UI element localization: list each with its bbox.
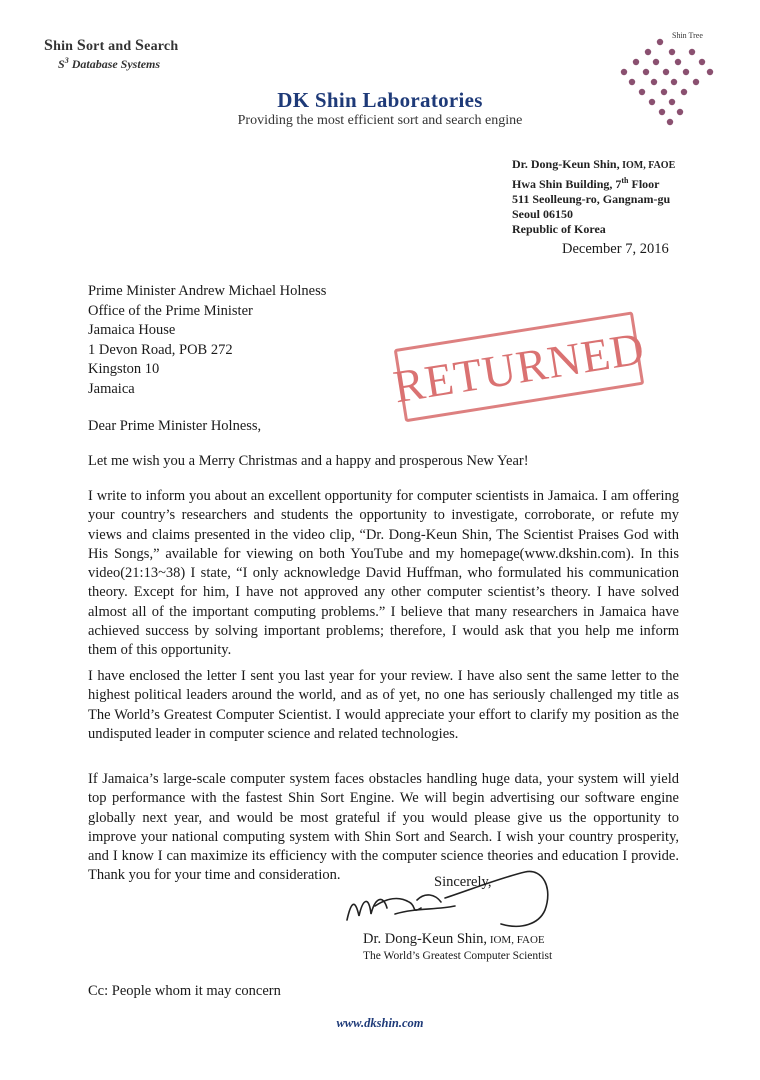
sender-name: Dr. Dong-Keun Shin, [512,157,620,171]
stamp-text: RETURNED [389,321,649,412]
signer-honors: IOM, FAOE [487,934,545,946]
brand-sub-text: Database Systems [68,57,161,71]
paragraph-offer: If Jamaica’s large-scale computer system faces obstacles handling huge data, your system will yield top performance with the fastest Shin Sort Engine. We will begin advertising our software engine globally next year, and would be most grateful if you would please give us the opportunity to improve your national computing system with Shin Sort and Search. I wish your country prosperity, and I know I can maximize its efficiency with the computer science theories and education I provide. Thank you for your time and consideration. [88,771,679,884]
returned-stamp [389,312,649,423]
signer-title: The World’s Greatest Computer Scientist [363,950,553,962]
lab-tagline-text: Providing the most efficient sort and search engine [237,113,523,128]
footer-link[interactable]: www.dkshin.com [336,1016,424,1030]
tree-dots [621,39,713,125]
brand-word: ort and [85,39,136,54]
recipient-city: Kingston 10 [88,361,160,377]
closing: Sincerely, [434,874,492,890]
brand-sub-s: S [58,57,65,71]
salutation: Dear Prime Minister Holness, [88,418,262,434]
brand-initial: S [44,37,54,54]
handwritten-signature [325,858,575,938]
sender-city: Seoul 06150 [512,207,574,221]
tree-label: Shin Tree [672,31,703,40]
paragraph-greeting: Let me wish you a Merry Christmas and a happy and prosperous New Year! [88,453,529,469]
shin-tree-logo [610,28,730,133]
sender-country: Republic of Korea [512,222,606,236]
sender-street: 511 Seolleung-ro, Gangnam-gu [512,192,671,206]
sender-building-line [512,173,675,192]
stamp-border [389,311,649,422]
brand-word: hin [53,39,77,54]
brand-block [44,37,178,72]
signer-name: Dr. Dong-Keun Shin, [363,931,488,947]
brand-initial: S [135,37,145,54]
brand-initial: S [76,37,86,54]
signer-name-line [363,931,545,948]
recipient-street: 1 Devon Road, POB 272 [88,341,233,358]
brand-sub-sup: 3 [64,56,69,65]
sender-honors: IOM, FAOE [619,160,676,171]
recipient-country: Jamaica [88,380,135,397]
footer-url [0,1016,760,1031]
sender-building-sup: th [621,176,629,185]
sender-building: Hwa Shin Building, 7 [512,177,622,191]
recipient-name: Prime Minister Andrew Michael Holness [88,283,327,299]
recipient-address [88,282,326,399]
paragraph-opportunity: I write to inform you about an excellent opportunity for computer scientists in Jamaica. I am offering your country’s researchers and students the opportunity to investigate, corroborate, or refute my views and claims presented in the video clip, “Dr. Dong-Keun Shin, The Scientist Praises God with His Songs,” available for viewing on both YouTube and my homepage(www.dkshin.com). In this video(21:13~38) I state, “I only acknowledge David Huffman, who formulated his communication theory. Except for him, I have not approved any other computer scientist’s theory. I have solved almost all of the important computing problems.” I believe that many researchers in Jamaica have achieved success by solving important problems; therefore, I would ask that you help me inform them of this opportunity. [88,488,679,659]
recipient-building: Jamaica House [88,322,176,338]
cc-line: Cc: People whom it may concern [88,983,281,999]
letter-date: December 7, 2016 [562,241,669,257]
sender-name-line [512,157,675,173]
brand-subtitle [58,56,178,72]
paragraph-enclosed: I have enclosed the letter I sent you last year for your review. I have also sent the same letter to the highest political leaders around the world, and as of yet, no one has seriously challenged my title as The World’s Greatest Computer Scientist. I would appreciate your effort to clarify my position as the undisputed leader in computer science and related technologies. [88,668,679,742]
recipient-office: Office of the Prime Minister [88,302,253,319]
lab-title-text: DK Shin Laboratories [277,88,483,112]
sender-address [512,157,675,237]
sender-building-floor: Floor [628,177,660,191]
brand-name [44,37,178,55]
brand-word: earch [144,39,179,54]
